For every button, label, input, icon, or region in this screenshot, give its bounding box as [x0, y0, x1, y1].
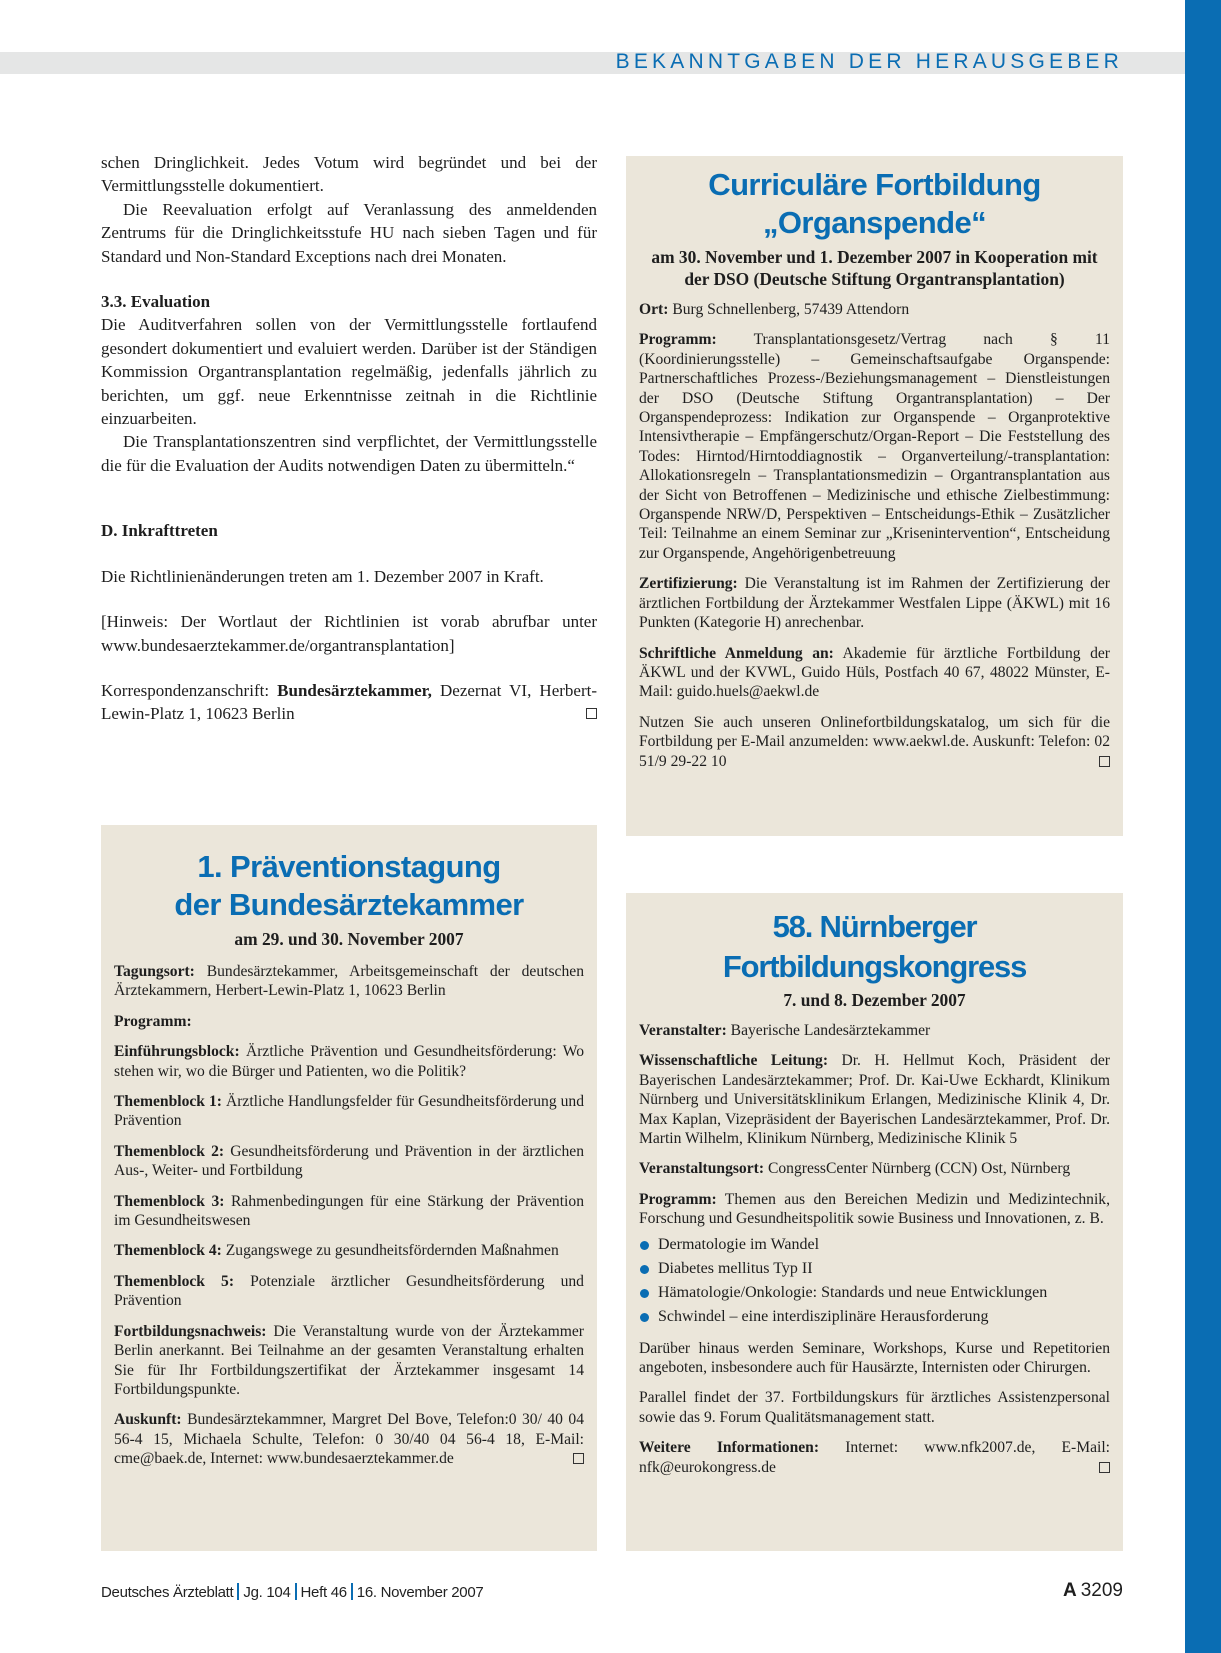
field-label: Themenblock 3:: [114, 1192, 225, 1210]
paragraph: Die Richtlinienänderungen treten am 1. Dezember 2007 in Kraft.: [101, 566, 544, 586]
field-value: Bundesärztekammer, Arbeitsgemeinschaft der deutschen Ärztekammern, Herbert-Lewin-Platz 1, 10623 Berlin: [114, 963, 584, 1000]
field-label: Themenblock 5:: [114, 1272, 235, 1290]
field-value: CongressCenter Nürnberg (CCN) Ost, Nürnberg: [767, 1160, 1071, 1178]
field-label: Themenblock 2:: [114, 1142, 225, 1160]
field-label: Programm:: [639, 1190, 717, 1208]
field-label: Veranstaltungsort:: [639, 1160, 765, 1178]
field-value: Burg Schnellenberg, 57439 Attendorn: [672, 301, 910, 318]
box-organspende: [626, 156, 1123, 836]
field-label: Themenblock 4:: [114, 1242, 222, 1260]
box-field-tagungsort: [114, 962, 584, 1001]
section-heading: D. Inkrafttreten: [101, 521, 218, 541]
end-mark-icon: [1099, 756, 1110, 767]
field-label: Weitere Informationen:: [639, 1439, 820, 1457]
field-label: Zertifizierung:: [639, 575, 738, 593]
box-field-themenblock-4: [114, 1241, 584, 1260]
footer-date: 16. November 2007: [356, 1584, 484, 1601]
correspondence-org: Bundesärztekammer,: [277, 680, 432, 700]
box-title-line: der Bundesärztekammer: [174, 887, 524, 922]
box-field-programm: [639, 1190, 1110, 1229]
page-prefix: A: [1062, 1580, 1077, 1601]
field-label: Einführungsblock:: [114, 1043, 240, 1061]
box-field-veranstaltungsort: [639, 1159, 1110, 1178]
field-label: Auskunft:: [114, 1411, 182, 1429]
section-heading: 3.3. Evaluation: [101, 292, 211, 312]
box-field-auskunft: [114, 1410, 584, 1468]
field-label: Veranstalter:: [639, 1022, 727, 1039]
footer-volume: Jg. 104: [243, 1584, 291, 1601]
box-field-anmeldung: [639, 644, 1110, 702]
box-field-themenblock-2: [114, 1142, 584, 1181]
box-title-line: 1. Präventionstagung: [197, 849, 501, 884]
list-item: Diabetes mellitus Typ II: [639, 1257, 1110, 1281]
correspondence-label: Korrespondenzanschrift:: [101, 680, 270, 700]
field-value: Potenziale ärztlicher Gesundheitsförderung und Prävention: [114, 1272, 584, 1310]
box-field-themenblock-5: [114, 1272, 584, 1311]
box-field-ort: [639, 300, 1110, 319]
field-value: Akademie für ärztliche Fortbildung der ÄKWL und der KVWL, Guido Hüls, Postfach 40 67, 48022 Münster, E-Mail: guido.huels@aekwl.de: [639, 644, 1110, 701]
correspondence-rest: Dezernat VI, Herbert-Lewin-Platz 1, 10623 Berlin: [101, 680, 598, 724]
box-field-programm: [639, 330, 1110, 563]
field-label: Themenblock 1:: [114, 1093, 222, 1111]
box-field-nutzen: [639, 713, 1110, 771]
paragraph: Parallel findet der 37. Fortbildungskurs für ärztliches Assistenzpersonal sowie das 9. Forum Qualitätsmanagement statt.: [639, 1389, 1110, 1426]
paragraph: [Hinweis: Der Wortlaut der Richtlinien ist vorab abrufbar unter www.bundesaerztekammer.de/organtransplantation]: [101, 612, 597, 655]
paragraph: Die Reevaluation erfolgt auf Veranlassung des anmeldenden Zentrums für die Dringlichkeitsstufe HU nach sieben Tagen und für Standard und Non-Standard Exceptions nach drei Monaten.: [101, 199, 597, 266]
list-item: Dermatologie im Wandel: [639, 1233, 1110, 1257]
field-value: Rahmenbedingungen für eine Stärkung der Prävention im Gesundheitswesen: [114, 1192, 584, 1230]
section-title: BEKANNTGABEN DER HERAUSGEBER: [615, 50, 1123, 73]
field-label: Programm:: [114, 1012, 192, 1030]
correspondence-address: [101, 679, 597, 726]
field-value: Transplantationsgesetz/Vertrag nach § 11 (Koordinierungsstelle) – Gemeinschaftsaufgabe Organspende: Partnerschaftliches Prozess-/Beziehungsmanagement – Dienstleistungen der DSO (Deutsche Stiftung Organtransplantation) – Der Organspendeprozess: Indikation zur Organspende – Organprotektive Intensivtherapie – Empfängerschutz/Organ-Report – Die Feststellung des Todes: Hirntod/Hirntoddiagnostik – Organverteilung/-transplantation: Allokationsregeln – Transplantationsmedizin – Organtransplantation aus der Sicht von Betroffenen – Medizinische und ethische Zielbestimmung: Organspende NRW/D, Perspektiven – Entscheidungs-Ethik – Zusätzlicher Teil: Teilnahme an einem Seminar zur „Krisenintervention“, Entscheidung zur Organspende, Angehörigenbetreuung: [639, 331, 1110, 562]
paragraph: Die Transplantationszentren sind verpflichtet, der Vermittlungsstelle die für die Evaluation der Audits notwendigen Daten zu übermitteln.“: [101, 432, 597, 475]
field-label: Schriftliche Anmeldung an:: [639, 644, 834, 662]
footer-citation: [101, 1581, 483, 1605]
field-value: Ärztliche Prävention und Gesundheitsförderung: Wo stehen wir, wo die Bürger und Patienten, wo die Politik?: [114, 1043, 584, 1080]
end-mark-icon: [573, 1453, 584, 1464]
end-mark-icon: [586, 708, 597, 719]
box-field-informationen: [639, 1438, 1110, 1477]
field-label: Programm:: [639, 331, 717, 349]
box-title: [639, 166, 1110, 242]
page-number: [1063, 1578, 1123, 1604]
box-field-zertifizierung: [639, 574, 1110, 632]
paragraph: Darüber hinaus werden Seminare, Workshops, Kurse und Repetitorien angeboten, insbesondere auch für Hausärzte, Internisten oder Chirurgen.: [639, 1339, 1110, 1377]
box-title-line: „Organspende“: [762, 205, 987, 240]
box-title: 58. Nürnberger Fortbildungskongress: [722, 909, 1027, 984]
field-value: Die Veranstaltung ist im Rahmen der Zertifizierung der ärztlichen Fortbildung der Ärztekammer Westfalen Lippe (ÄKWL) mit 16 Punkten (Kategorie H) anrechenbar.: [639, 575, 1110, 632]
box-field-leitung: [639, 1051, 1110, 1148]
list-item: Schwindel – eine interdisziplinäre Herausforderung: [639, 1305, 1110, 1329]
field-value: Ärztliche Handlungsfelder für Gesundheitsförderung und Prävention: [114, 1093, 584, 1130]
field-value: Themen aus den Bereichen Medizin und Medizintechnik, Forschung und Gesundheitspolitik sowie Business und Innovationen, z. B.: [639, 1190, 1110, 1228]
field-value: Zugangswege zu gesundheitsfördernden Maßnahmen: [225, 1242, 559, 1260]
list-item: Hämatologie/Onkologie: Standards und neue Entwicklungen: [639, 1281, 1110, 1305]
field-value: Dr. H. Hellmut Koch, Präsident der Bayerischen Landesärztekammer; Prof. Dr. Kai-Uwe Eckhardt, Klinikum Nürnberg und Universitätsklinikum Erlangen, Medizinische Klinik 4, Dr. Max Kaplan, Vizepräsident der Bayerischen Landesärztekammer, Prof. Dr. Martin Wilhelm, Klinikum Nürnberg, Medizinische Klinik 5: [639, 1052, 1110, 1148]
box-field-fortbildungsnachweis: [114, 1322, 584, 1400]
field-label: Fortbildungsnachweis:: [114, 1322, 267, 1340]
footer-separator: [295, 1583, 297, 1600]
field-value: Gesundheitsförderung und Prävention in der ärztlichen Aus-, Weiter- und Fortbildung: [114, 1142, 584, 1180]
footer-separator: [351, 1583, 353, 1600]
box-field-einfuehrung: [114, 1042, 584, 1081]
field-value: Bundesärztekammner, Margret Del Bove, Telefon:0 30/ 40 04 56-4 15, Michaela Schulte, Telefon: 0 30/40 04 56-4 18, E-Mail: cme@baek.de, Internet: www.bundesaerztekammer.de: [114, 1411, 584, 1468]
footer-journal: Deutsches Ärzteblatt: [101, 1584, 234, 1601]
box-field-themenblock-3: [114, 1192, 584, 1231]
left-column: [101, 151, 597, 726]
box-field-veranstalter: [639, 1021, 1110, 1040]
field-label: Tagungsort:: [114, 963, 195, 980]
side-color-bar: [1185, 0, 1221, 1653]
field-value: Internet: www.nfk2007.de, E-Mail: nfk@eurokongress.de: [639, 1439, 1110, 1476]
box-nuernberg: [626, 893, 1123, 1551]
field-value: Nutzen Sie auch unseren Onlinefortbildungskatalog, um sich für die Fortbildung per E-Mail anzumelden: www.aekwl.de. Auskunft: Telefon: 02 51/9 29-22 10: [639, 713, 1110, 770]
footer-issue: Heft 46: [300, 1584, 347, 1601]
paragraph: schen Dringlichkeit. Jedes Votum wird begründet und bei der Vermittlungsstelle dokumentiert.: [101, 153, 597, 196]
box-field-programm: [114, 1012, 584, 1031]
end-mark-icon: [1099, 1462, 1110, 1473]
footer-separator: [237, 1583, 239, 1600]
field-label: Ort:: [639, 301, 669, 318]
box-title-line: Curriculäre Fortbildung: [708, 167, 1041, 202]
box-field-themenblock-1: [114, 1092, 584, 1131]
box-subtitle: 7. und 8. Dezember 2007: [783, 990, 966, 1010]
field-value: Bayerische Landesärztekammer: [730, 1022, 931, 1039]
paragraph: Die Auditverfahren sollen von der Vermittlungsstelle fortlaufend gesondert dokumentiert und evaluiert werden. Darüber ist der Ständigen Kommission Organtransplantation regelmäßig, jedenfalls jährlich zu berichten, um ggf. neue Erkenntnisse zeitnah in die Richtlinie einzuarbeiten.: [101, 315, 597, 429]
field-value: Die Veranstaltung wurde von der Ärztekammer Berlin anerkannt. Bei Teilnahme an der gesamten Veranstaltung erhalten Sie für Ihr Fortbildungszertifikat der Ärztekammer insgesamt 14 Fortbildungspunkte.: [114, 1322, 584, 1398]
box-praeventionstagung: [101, 825, 597, 1551]
field-label: Wissenschaftliche Leitung:: [639, 1052, 829, 1070]
topic-list: [639, 1233, 1110, 1329]
page-number-value: 3209: [1080, 1580, 1123, 1601]
box-subtitle: am 29. und 30. November 2007: [234, 929, 464, 949]
box-subtitle: am 30. November und 1. Dezember 2007 in Kooperation mit der DSO (Deutsche Stiftung Organtransplantation): [651, 247, 1098, 289]
box-title: [114, 848, 584, 924]
